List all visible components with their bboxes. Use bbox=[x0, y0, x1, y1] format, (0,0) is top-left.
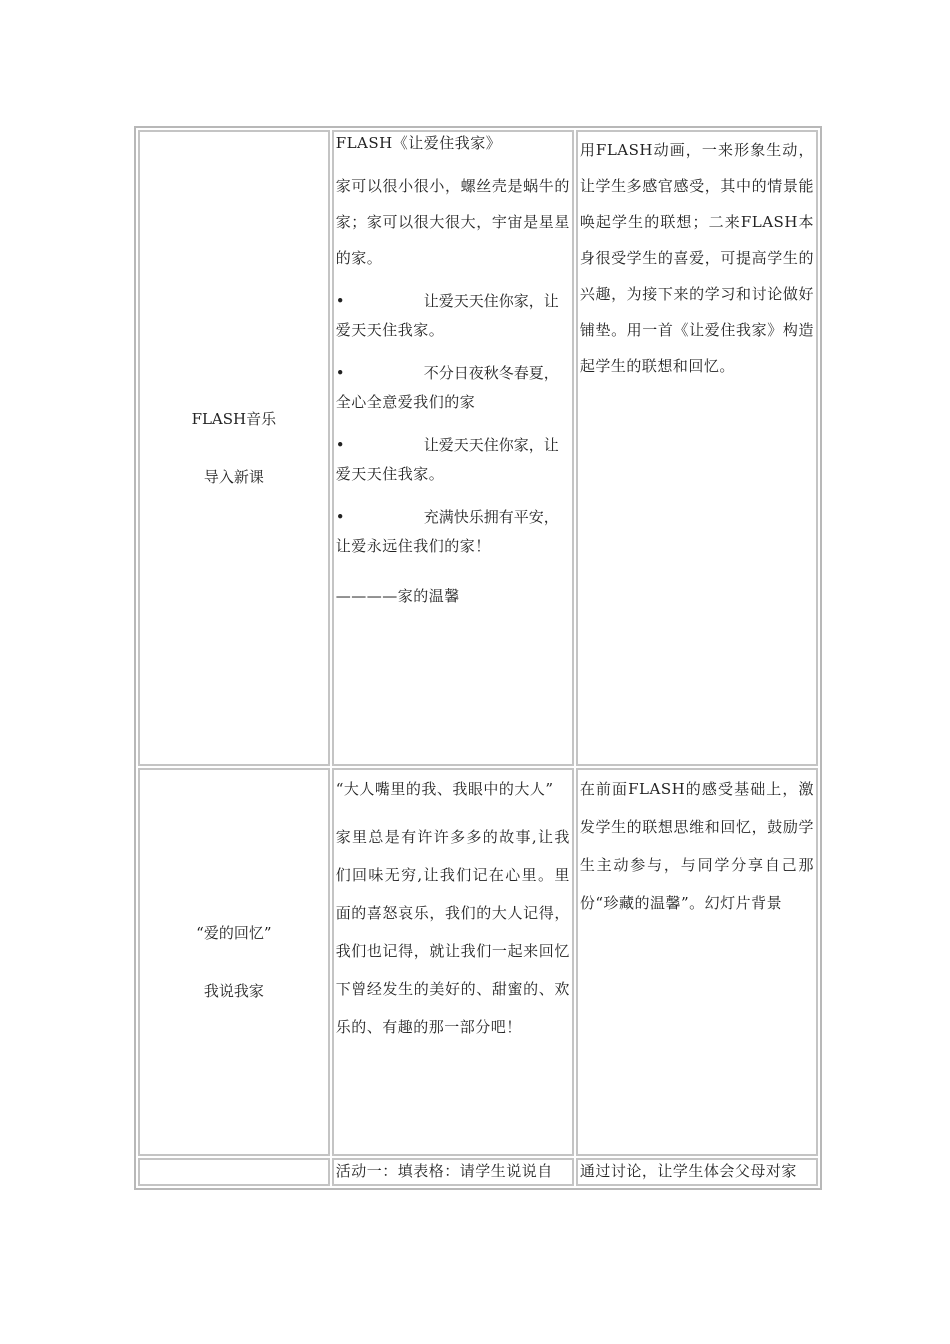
lyric-bullet bbox=[334, 434, 572, 456]
activity-content-cell bbox=[332, 1158, 574, 1186]
table-row bbox=[138, 768, 818, 1156]
lyric-text: 让爱天天住你家，让 bbox=[423, 292, 559, 310]
stage-label-line-1: “爱的回忆” bbox=[196, 924, 272, 942]
activity-content-cell bbox=[332, 130, 574, 766]
lyric-continuation: 让爱永远住我们的家！ bbox=[335, 537, 491, 555]
table-row bbox=[138, 130, 818, 766]
lyric-text: 不分日夜秋冬春夏， bbox=[423, 364, 559, 382]
activity-body: 家里总是有许许多多的故事,让我们回味无穷,让我们记在心里。里面的喜怒哀乐，我们的大人记得，我们也记得，就让我们一起来回忆下曾经发生的美好的、甜蜜的、欢乐的、有趣的那一部分吧！ bbox=[335, 828, 570, 1036]
lyric-bullet bbox=[334, 290, 572, 312]
design-note-text: 在前面FLASH的感受基础上，激发学生的联想思维和回忆，鼓励学生主动参与，与同学分享自己那份“珍藏的温馨”。幻灯片背景 bbox=[579, 780, 814, 912]
activity-intro: 家可以很小很小，螺丝壳是蜗牛的家；家可以很大很大，宇宙是星星的家。 bbox=[335, 177, 570, 267]
stage-label-cell bbox=[138, 768, 330, 1156]
design-note-cell bbox=[576, 768, 818, 1156]
stage-label-line-1: FLASH音乐 bbox=[191, 410, 277, 428]
table-row bbox=[138, 1158, 818, 1186]
activity-title: “大人嘴里的我、我眼中的大人” bbox=[335, 780, 554, 798]
lyric-text: 让爱天天住你家，让 bbox=[423, 436, 559, 454]
stage-label-line-2: 导入新课 bbox=[203, 468, 264, 486]
lyric-text: 充满快乐拥有平安， bbox=[423, 508, 559, 526]
stage-label-cell bbox=[138, 130, 330, 766]
lesson-plan-table bbox=[134, 126, 822, 1190]
design-note-cell bbox=[576, 130, 818, 766]
design-note-cell bbox=[576, 1158, 818, 1186]
activity-content-cell bbox=[332, 768, 574, 1156]
lyric-continuation: 全心全意爱我们的家 bbox=[335, 393, 476, 411]
lyric-bullet bbox=[334, 362, 572, 384]
activity-title: 活动一：填表格：请学生说说自 bbox=[335, 1162, 553, 1180]
activity-closing: ————家的温馨 bbox=[335, 587, 460, 605]
bullet-marker: • bbox=[335, 292, 345, 310]
lyric-continuation: 爱天天住我家。 bbox=[335, 321, 445, 339]
bullet-marker: • bbox=[335, 436, 345, 454]
stage-label-cell bbox=[138, 1158, 330, 1186]
design-note-text: 用FLASH动画，一来形象生动，让学生多感官感受，其中的情景能唤起学生的联想；二来FLASH本身很受学生的喜爱，可提高学生的兴趣，为接下来的学习和讨论做好铺垫。用一首《让爱住我家》构造起学生的联想和回忆。 bbox=[579, 141, 814, 375]
activity-title: FLASH《让爱住我家》 bbox=[335, 134, 502, 152]
bullet-marker: • bbox=[335, 508, 345, 526]
lyric-continuation: 爱天天住我家。 bbox=[335, 465, 445, 483]
lyric-bullet bbox=[334, 506, 572, 528]
bullet-marker: • bbox=[335, 364, 345, 382]
stage-label-line-2: 我说我家 bbox=[203, 982, 264, 1000]
design-note-text: 通过讨论，让学生体会父母对家 bbox=[579, 1162, 797, 1180]
